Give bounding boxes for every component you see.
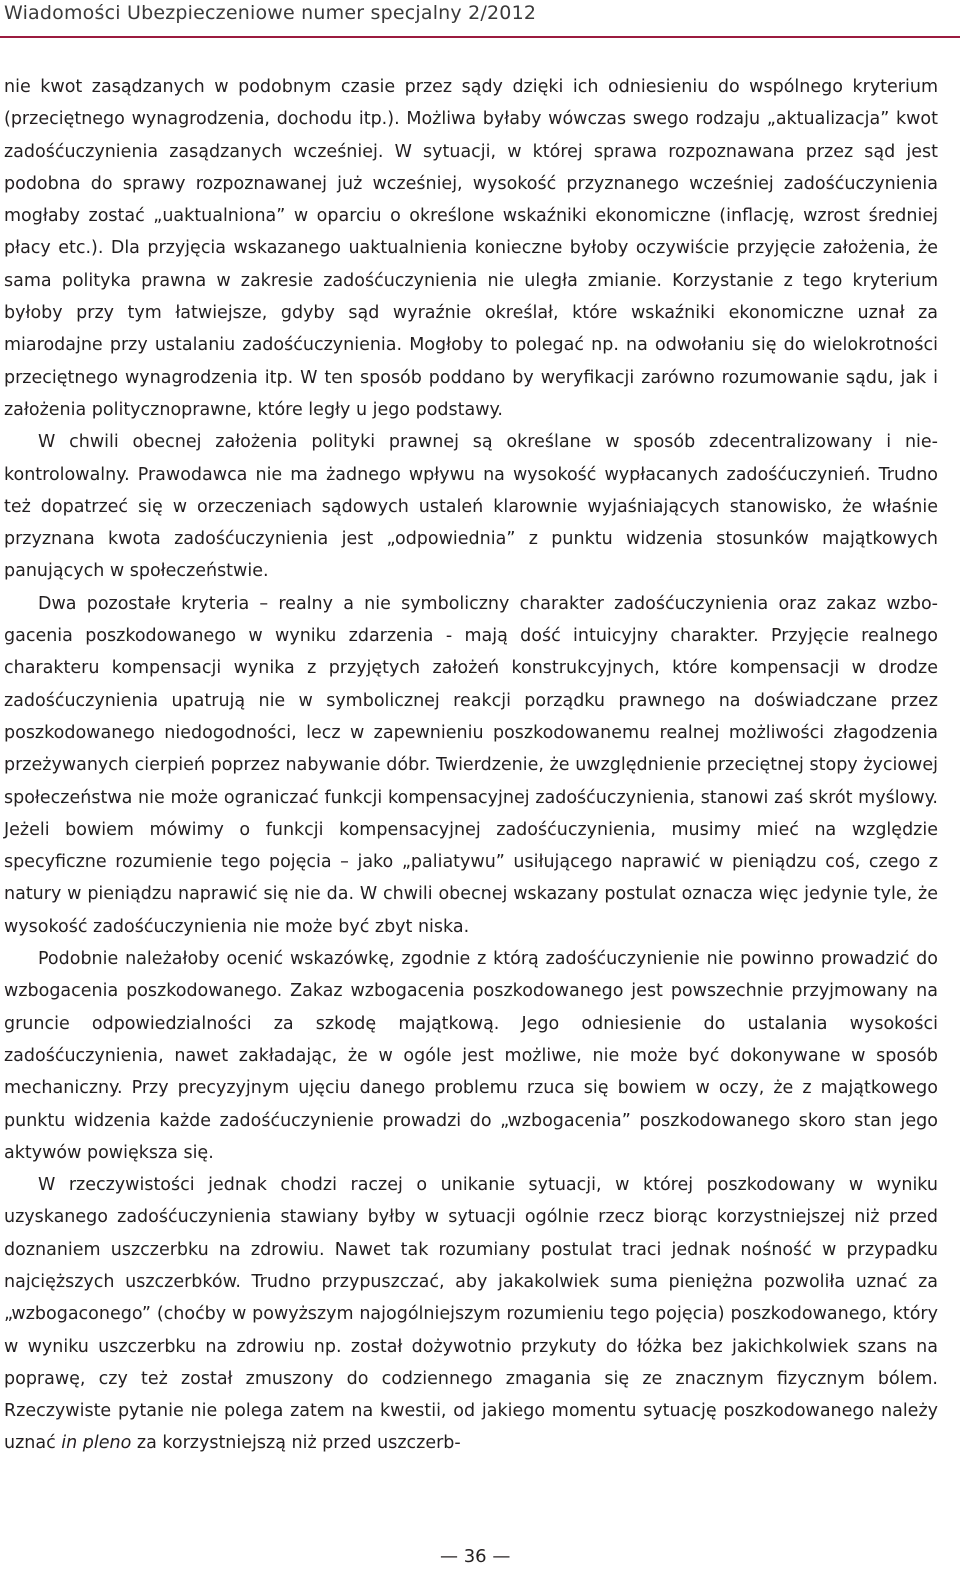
page-header xyxy=(0,0,960,38)
paragraph-1: nie kwot zasądzanych w podobnym czasie przez sądy dzięki ich odniesieniu do wspólnego kryterium (przeciętnego wynagrodzenia, dochodu itp.). Możliwa byłaby wówczas swego rodzaju „aktualizacja” kwot zadośćuczynienia zasądzanych wcześniej. W sytuacji, w której sprawa rozpoznawana przez sąd jest podobna do sprawy rozpoznawanej już wcześniej, wysokość przyznanego wcześniej zadośćuczynienia mogłaby zostać „uaktualniona” w oparciu o określone wskaźniki ekonomiczne (inflację, wzrost średniej płacy etc.). Dla przyjęcia wskazanego uaktualnienia konieczne byłoby oczywiście przyjęcie założenia, że sama polityka prawna w zakresie zadośćuczynienia nie uległa zmianie. Korzystanie z tego kryterium byłoby przy tym łatwiejsze, gdyby sąd wyraźnie określał, które wskaźniki ekonomiczne uznał za miarodajne przy ustalaniu zadośćuczynienia. Mogłoby to polegać np. na odwołaniu się do wielokrotności przeciętnego wynagrodzenia itp. W ten sposób poddano by weryfikacji zarówno rozumowanie sądu, jak i założenia politycznoprawne, które legły u jego podstawy. xyxy=(4,77,938,420)
article-body xyxy=(4,71,938,1460)
paragraph-3: Dwa pozostałe kryteria – realny a nie symboliczny charakter zadośćuczynienia oraz zakaz wzbogacenia poszkodowanego w wyniku zdarzenia - mają dość intuicyjny charakter. Przyjęcie realnego charakteru kompensacji wynika z przyjętych założeń konstrukcyjnych, które kompensacji w drodze zadośćuczynienia upatrują nie w symbolicznej reakcji porządku prawnego na doświadczane przez poszkodowanego niedogodności, lecz w zapewnieniu poszkodowanemu realnej możliwości złagodzenia przeżywanych cierpień poprzez nabywanie dóbr. Twierdzenie, że uwzględnienie przeciętnej stopy życiowej społeczeństwa nie może ograniczać funkcji kompensacyjnej zadośćuczynienia, stanowi zaś skrót myślowy. Jeżeli bowiem mówimy o funkcji kompensacyjnej zadośćuczynienia, musimy mieć na względzie specyficzne rozumienie tego pojęcia – jako „paliatywu” usiłującego naprawić w pieniądzu coś, czego z natury w pieniądzu naprawić się nie da. W chwili obecnej wskazany postulat oznacza więc jedynie tyle, że wysokość zadośćuczynienia nie może być zbyt niska. xyxy=(4,593,938,937)
header-rule xyxy=(0,36,960,38)
paragraph-2: W chwili obecnej założenia polityki prawnej są określane w sposób zdecentralizowany i niekontrolowalny. Prawodawca nie ma żadnego wpływu na wysokość wypłacanych zadośćuczynień. Trudno też dopatrzeć się w orzeczeniach sądowych ustaleń klarownie wyjaśniających stanowisko, że właśnie przyznana kwota zadośćuczynienia jest „odpowiednia” z punktu widzenia stosunków majątkowych panujących w społeczeństwie. xyxy=(4,432,938,582)
paragraph-5-text-before: W rzeczywistości jednak chodzi raczej o unikanie sytuacji, w której poszkodowany w wyniku uzyskanego zadośćuczynienia stawiany byłby w sytuacji ogólnie rzecz biorąc korzystniejszej niż przed doznaniem uszczerbku na zdrowiu. Nawet tak rozumiany postulat traci jednak nośność w przypadku najcięższych uszczerbków. Trudno przypuszczać, aby jakakolwiek suma pieniężna pozwoliła uznać za „wzbogaconego” (choćby w powyższym najogólniejszym rozumieniu tego pojęcia) poszkodowanego, który w wyniku uszczerbku na zdrowiu np. został dożywotnio przykuty do łóżka bez jakichkolwiek szans na poprawę, czy też został zmuszony do codziennego zmagania się ze znacznym fizycznym bólem. Rzeczywiste pytanie nie polega zatem na kwestii, od jakiego momentu sytuację poszkodowanego należy uznać xyxy=(4,1175,938,1454)
paragraph-5-text-after: za korzystniejszą niż przed uszczerb- xyxy=(131,1433,461,1454)
paragraph-4: Podobnie należałoby ocenić wskazówkę, zgodnie z którą zadośćuczynienie nie powinno prowadzić do wzbogacenia poszkodowanego. Zakaz wzbogacenia poszkodowanego jest powszechnie przyjmowany na gruncie odpowiedzialności za szkodę majątkową. Jego odniesienie do ustalania wysokości zadośćuczynienia, nawet zakładając, że w ogóle jest możliwe, nie może być dokonywane w sposób mechaniczny. Przy precyzyjnym ujęciu danego problemu rzuca się bowiem w oczy, że z majątkowego punktu widzenia każde zadośćuczynienie prowadzi do „wzbogacenia” poszkodowanego skoro stan jego aktywów powiększa się. xyxy=(4,949,938,1163)
journal-title: Wiadomości Ubezpieczeniowe numer specjalny 2/2012 xyxy=(4,2,537,24)
paragraph-5 xyxy=(4,1169,938,1460)
paragraph-5-italic-term: in pleno xyxy=(61,1433,132,1454)
page-number: — 36 — xyxy=(440,1546,511,1567)
